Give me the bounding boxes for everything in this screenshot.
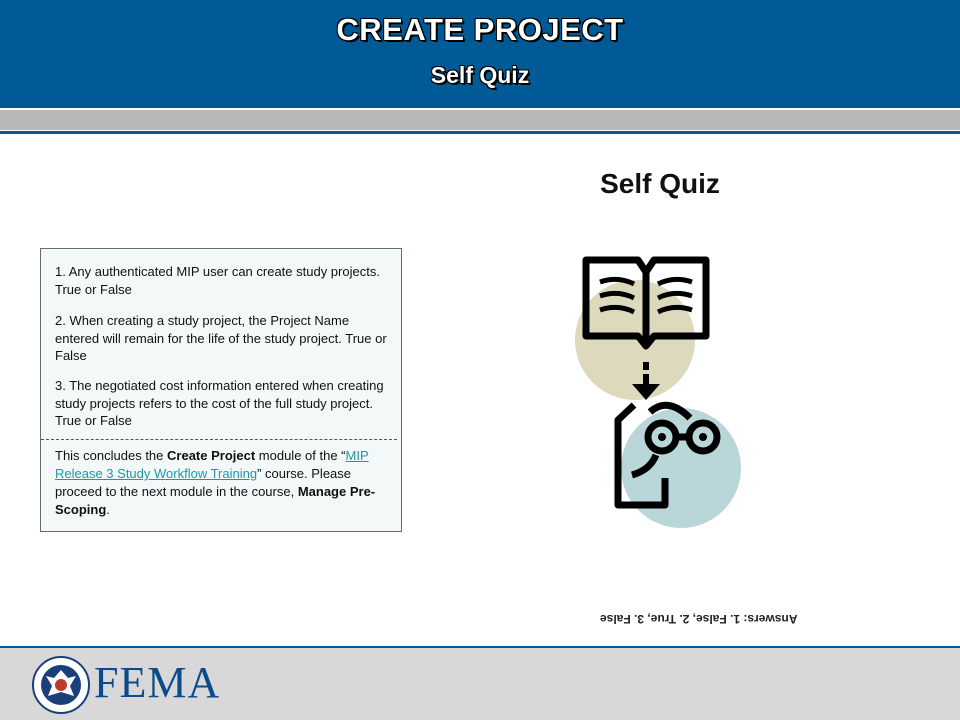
upside-down-answers: Answers: 1. False, 2. True, 3. False	[600, 612, 798, 626]
quiz-divider	[41, 439, 397, 440]
tan-circle-icon	[575, 280, 695, 400]
book-thinker-illustration	[570, 250, 750, 535]
conclusion-intro: This concludes the	[55, 448, 168, 463]
page-subtitle: Self Quiz	[430, 62, 530, 88]
header-bar	[0, 0, 960, 108]
header-divider-line	[0, 131, 960, 134]
blue-circle-icon	[621, 408, 741, 528]
conclusion-after-link: ” course. Please proceed to the next module in the course,	[55, 466, 352, 499]
quiz-question-2: 2. When creating a study project, the Project Name entered will remain for the life of the study project. True or False	[55, 313, 387, 363]
fema-logo: FEMA	[94, 658, 221, 707]
right-pupil-icon	[699, 433, 707, 441]
conclusion-text	[55, 447, 395, 519]
section-heading: Self Quiz	[600, 168, 720, 199]
course-link[interactable]: MIP Release 3 Study Workflow Training	[55, 448, 369, 481]
quiz-question-3: 3. The negotiated cost information entered when creating study projects refers to the cost of the full study project. True or False	[55, 378, 384, 428]
next-module-name: Manage Pre-Scoping	[55, 484, 376, 517]
module-name: Create Project	[167, 448, 256, 463]
header-divider-band	[0, 110, 960, 130]
quiz-question-1: 1. Any authenticated MIP user can create study projects. True or False	[55, 264, 380, 297]
dhs-seal-icon	[32, 656, 90, 714]
conclusion-middle: module of the “	[255, 448, 346, 463]
conclusion-end: .	[106, 502, 110, 517]
quiz-panel	[40, 248, 402, 532]
left-pupil-icon	[658, 433, 666, 441]
page-title: CREATE PROJECT	[336, 12, 624, 47]
